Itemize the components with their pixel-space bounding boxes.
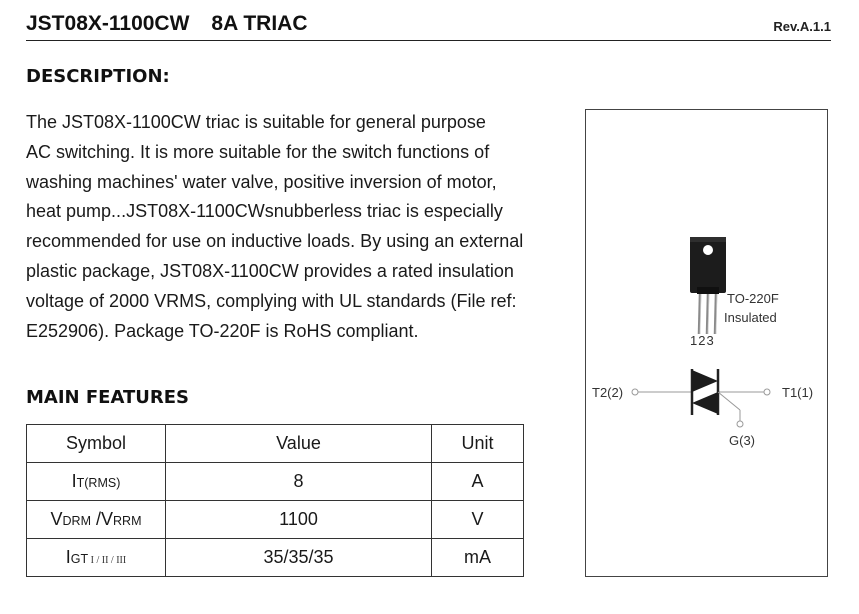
to220f-package-icon [690, 237, 726, 334]
unit-cell: A [432, 463, 524, 501]
symbol-subscript: GT [70, 552, 89, 566]
pin-t2-label: T2(2) [592, 385, 624, 400]
symbol-main: V [50, 509, 63, 529]
quadrant-numerals: I / II / III [88, 555, 127, 566]
pin-numbers: 123 [690, 333, 715, 348]
device-type: 8A TRIAC [211, 12, 308, 35]
symbol-subscript: T(RMS) [76, 476, 121, 490]
symbol-subscript: RRM [113, 514, 142, 528]
description-line: recommended for use on inductive loads. By using an external [26, 231, 524, 252]
features-heading: MAIN FEATURES [26, 387, 190, 408]
package-name: TO-220F [727, 291, 779, 306]
symbol-main: I [71, 471, 77, 491]
package-note: Insulated [724, 310, 777, 325]
pin-g-label: G(3) [729, 433, 755, 448]
header-value: Value [166, 425, 432, 463]
symbol-main: I [65, 547, 71, 567]
triac-symbol-icon [632, 369, 770, 427]
header-unit: Unit [432, 425, 524, 463]
description-line: washing machines' water valve, positive inversion of motor, [26, 171, 497, 192]
header-symbol: Symbol [27, 425, 166, 463]
value-cell: 8 [166, 463, 432, 501]
description-line: heat pump...JST08X-1100CWsnubberless triac is especially [26, 201, 503, 222]
revision-label: Rev.A.1.1 [773, 19, 831, 34]
value-cell: 35/35/35 [166, 539, 432, 577]
unit-cell: mA [432, 539, 524, 577]
description-heading: DESCRIPTION: [26, 66, 170, 87]
unit-cell: V [432, 501, 524, 539]
pin-t1-label: T1(1) [782, 385, 814, 400]
symbol-separator: /V [91, 509, 114, 529]
description-line: E252906). Package TO-220F is RoHS compliant. [26, 320, 419, 341]
description-line: The JST08X-1100CW triac is suitable for general purpose [26, 112, 486, 132]
description-line: AC switching. It is more suitable for the switch functions of [26, 141, 490, 162]
description-line: voltage of 2000 VRMS, complying with UL standards (File ref: [26, 290, 517, 311]
value-cell: 1100 [166, 501, 432, 539]
symbol-subscript: DRM [62, 514, 91, 528]
part-number: JST08X-1100CW [26, 12, 190, 35]
description-line: plastic package, JST08X-1100CW provides a rated insulation [26, 260, 514, 281]
